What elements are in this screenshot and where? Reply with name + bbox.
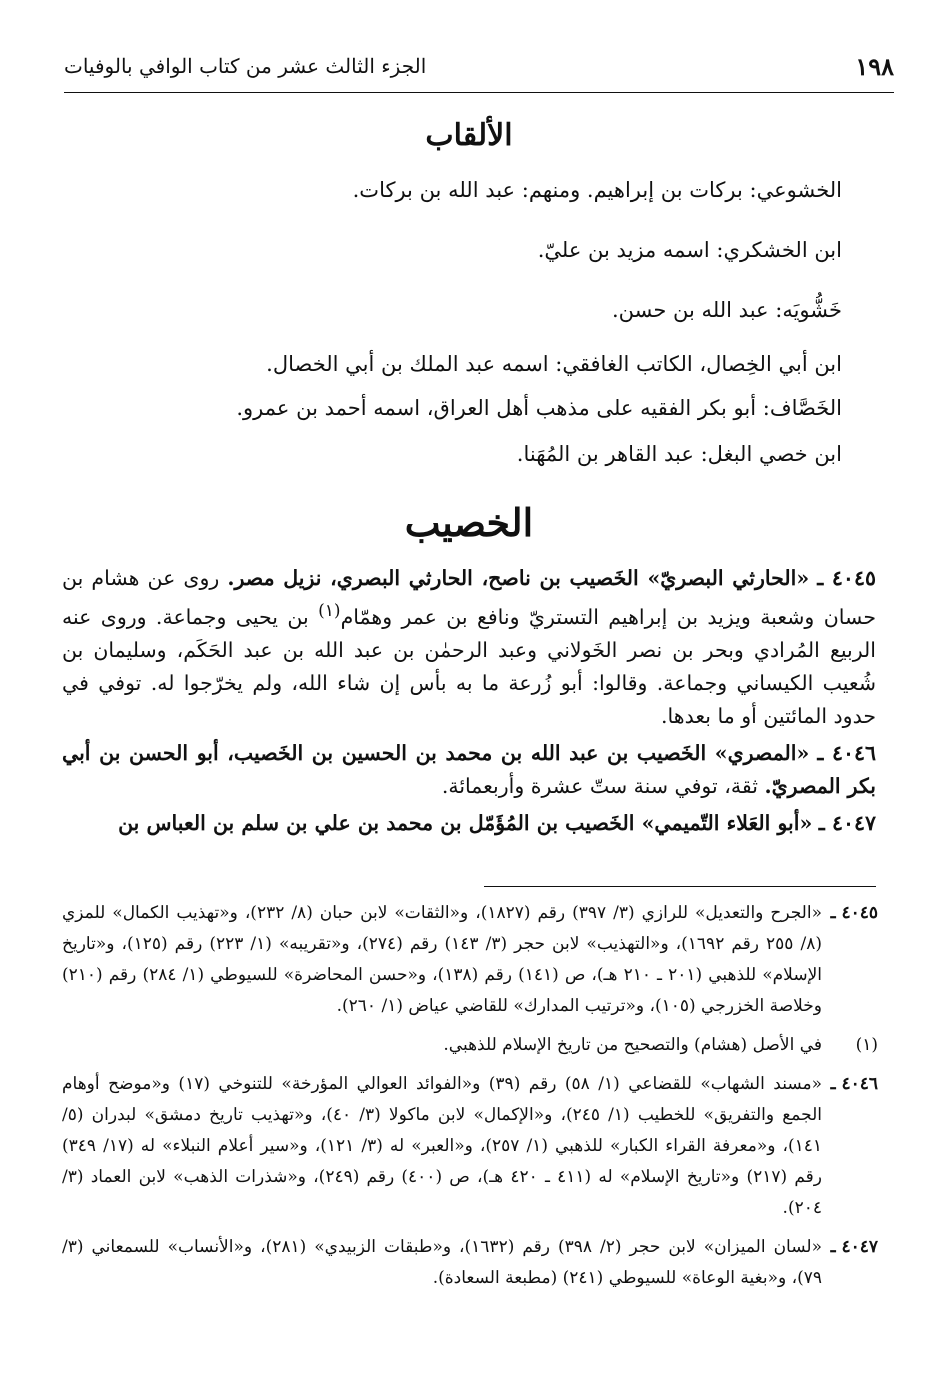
- note-label: ٤٠٤٦ ـ: [830, 1074, 878, 1094]
- footnote-ref: (١): [318, 601, 341, 621]
- page-header: [64, 48, 894, 92]
- bio-entry-4047: [62, 807, 876, 840]
- bio-entry-4045: [62, 562, 876, 733]
- footnote: [62, 1030, 878, 1061]
- page-number: ١٩٨: [855, 52, 894, 81]
- note-text: «مسند الشهاب» للقضاعي (١/ ٥٨) رقم (٣٩) و«الفوائد العوالي المؤرخة» للتنوخي (١٧) و«موضح أوهام الجمع والتفريق» للخطيب (١/ ٢٤٥)، و«الإكمال» لابن ماكولا (٣/ ٤٠)، و«تهذيب تاريخ دمشق» لبدران (٥/ ١٤١)، و«معرفة القراء الكبار» للذهبي (١/ ٢٥٧)، و«العبر» له (٣/ ١٢١)، و«سير أعلام النبلاء» له (١٧/ ٣٤٩) رقم (٢١٧) و«تاريخ الإسلام» له (٤١١ ـ ٤٢٠ هـ)، ص (٤٠٠) رقم (٢٤٩)، و«شذرات الذهب» لابن العماد (٣/ ٢٠٤).: [62, 1074, 823, 1218]
- section-title-alqab: الألقاب: [425, 118, 513, 153]
- source-note: [62, 898, 878, 1022]
- note-text: «الجرح والتعديل» للرازي (٣/ ٣٩٧) رقم (١٨٢٧)، و«الثقات» لابن حبان (٨/ ٢٣٢)، و«تهذيب الكمال» للمزي (٨/ ٢٥٥ رقم ١٦٩٢)، و«التهذيب» لابن حجر (٣/ ١٤٣) رقم (٢٧٤)، و«تقريبه» (١/ ٢٢٣) رقم (١٢٥)، و«تاريخ الإسلام» للذهبي (٢٠١ ـ ٢١٠ هـ)، ص (١٤١) رقم (١٣٨)، و«حسن المحاضرة» للسيوطي (١/ ٢٨٤) رقم (٢١٠) وخلاصة الخزرجي (١٠٥)، و«ترتيب المدارك» للقاضي عياض (١/ ٢٦٠).: [62, 903, 822, 1016]
- entry-text: ثقة، توفي سنة ستّ عشرة وأربعمائة.: [441, 773, 758, 798]
- note-label: ٤٠٤٧ ـ: [830, 1237, 878, 1257]
- alqab-entry: خَشُّويَه: عبد الله بن حسن.: [612, 298, 842, 322]
- entry-heading: «الحارثي البصريّ» الخَصيب بن ناصح، الحارثي البصري، نزيل مصر.: [227, 566, 810, 590]
- bio-entry-4046: [62, 737, 876, 803]
- note-text: «لسان الميزان» لابن حجر (٢/ ٣٩٨) رقم (١٦٣٢)، و«طبقات الزبيدي» (٢٨١)، و«الأنساب» للسمعاني (٣/ ٧٩)، و«بغية الوعاة» للسيوطي (٢٤١) (مطبعة السعادة).: [62, 1237, 822, 1288]
- note-label: ٤٠٤٥ ـ: [830, 903, 878, 923]
- note-text: في الأصل (هشام) والتصحيح من تاريخ الإسلام للذهبي.: [443, 1035, 822, 1055]
- entry-text: بن يحيى وجماعة. وروى عنه الربيع المُرادي وبحر بن نصر الخَولاني وعبد الرحمٰن بن عبد الله بن عبد الحَكَم، وسليمان بن شُعيب الكيساني وجماعة. وقالوا: أبو زُرعة ما به بأس إن شاء الله، ولم يخرّجوا له. توفي في حدود المائتين أو ما بعدها.: [62, 604, 876, 728]
- footnotes: [62, 898, 878, 1302]
- alqab-entry: الخشوعي: بركات بن إبراهيم. ومنهم: عبد الله بن بركات.: [352, 178, 842, 202]
- alqab-entry: ابن خصي البغل: عبد القاهر بن المُهَنا.: [516, 442, 842, 466]
- entry-heading: «المصري» الخَصيب بن عبد الله بن محمد بن الحسين بن الخَصيب، أبو الحسن بن أبي بكر المصريّ.: [62, 740, 876, 798]
- source-note: [62, 1069, 878, 1224]
- note-label: (١): [855, 1035, 878, 1055]
- entry-number: ٤٠٤٧ ـ: [818, 810, 876, 835]
- alqab-entry: ابن الخشكري: اسمه مزيد بن عليّ.: [537, 238, 842, 262]
- entry-number: ٤٠٤٦ ـ: [817, 740, 876, 765]
- header-divider: [64, 92, 894, 93]
- biographies: [62, 562, 876, 844]
- section-title-khasib: الخصيب: [404, 500, 534, 545]
- source-note: [62, 1232, 878, 1294]
- entry-heading: «أبو العَلاء التّميمي» الخَصيب بن المُؤَمّل بن محمد بن علي بن سلم بن العباس بن: [118, 810, 813, 835]
- footnote-divider: [484, 886, 876, 887]
- entry-text: روى عن هشام بن حسان وشعبة ويزيد بن إبراهيم التستريّ ونافع بن عمر وهمّام: [62, 566, 876, 629]
- entry-number: ٤٠٤٥ ـ: [817, 566, 876, 590]
- alqab-entry: ابن أبي الخِصال، الكاتب الغافقي: اسمه عبد الملك بن أبي الخصال.: [266, 352, 842, 376]
- running-title: الجزء الثالث عشر من كتاب الوافي بالوفيات: [64, 54, 427, 78]
- alqab-entry: الخَصَّاف: أبو بكر الفقيه على مذهب أهل العراق، اسمه أحمد بن عمرو.: [236, 396, 842, 420]
